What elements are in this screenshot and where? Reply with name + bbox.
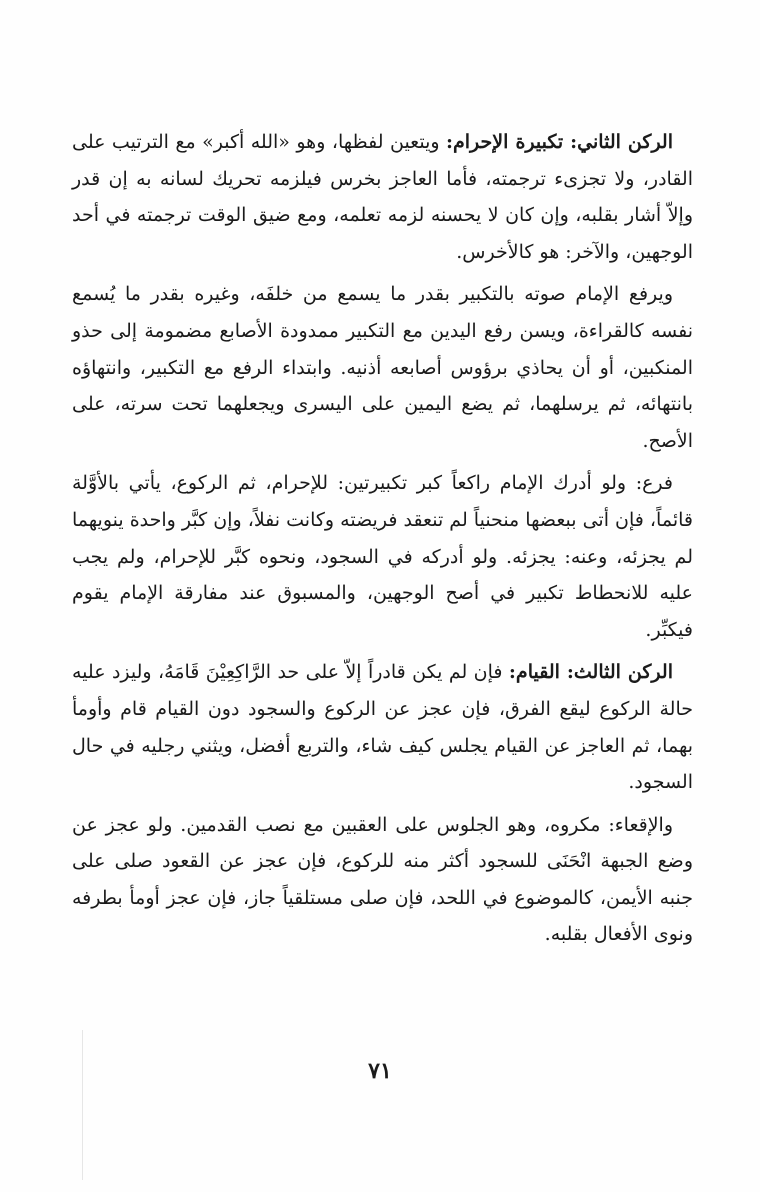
section-heading-takbir: الركن الثاني: تكبيرة الإحرام:	[446, 131, 673, 153]
scan-margin-line	[82, 1030, 83, 1180]
paragraph-text: فإن لم يكن قادراً إلاّ على حد الرَّاكِعِيْنَ قَامَهُ، وليزد عليه حالة الركوع ليقع الفرق، فإن عجز عن الركوع والسجود دون القيام قام وأومأ بهما، ثم العاجز عن القيام يجلس كيف شاء، والتربع أفضل، ويثني رجليه في حال السجود.	[72, 661, 693, 794]
paragraph-raising-voice	[72, 276, 693, 459]
section-heading-qiyam: الركن الثالث: القيام:	[508, 661, 673, 684]
body-text	[72, 124, 693, 959]
page-number: ٧١	[368, 1058, 392, 1084]
paragraph-text: ويرفع الإمام صوته بالتكبير بقدر ما يسمع من خلفَه، وغيره بقدر ما يُسمع نفسه كالقراءة، ويسن رفع اليدين مع التكبير ممدودة الأصابع مضمومة إلى حذو المنكبين، أو أن يحاذي برؤوس أصابعه أذنيه. وابتداء الرفع مع التكبير، وانتهاؤه بانتهائه، ثم يرسلهما، ثم يضع اليمين على اليسرى ويجعلهما تحت سرته، على الأصح.	[72, 283, 693, 452]
paragraph-text: ويتعين لفظها، وهو «الله أكبر» مع الترتيب على القادر، ولا تجزىء ترجمته، فأما العاجز بخرس فيلزمه تحريك لسانه به إن قدر وإلاّ أشار بقلبه، وإن كان لا يحسنه لزمه تعلمه، ومع ضيق الوقت ترجمته في أحد الوجهين، والآخر: هو كالأخرس.	[72, 131, 693, 263]
paragraph-takbir	[72, 124, 693, 270]
paragraph-iqaa	[72, 807, 693, 953]
paragraph-qiyam	[72, 654, 693, 800]
paragraph-text: فرع: ولو أدرك الإمام راكعاً كبر تكبيرتين: للإحرام، ثم الركوع، يأتي بالأوَّلة قائماً، فإن أتى ببعضها منحنياً لم تنعقد فريضته وكانت نفلاً، وإن كبَّر واحدة ينويهما لم يجزئه، وعنه: يجزئه. ولو أدركه في السجود، ونحوه كبَّر للإحرام، ولم يجب عليه للانحطاط تكبير في أصح الوجهين، والمسبوق عند مفارقة الإمام يقوم فيكبِّر.	[72, 472, 693, 641]
paragraph-branch	[72, 465, 693, 648]
paragraph-text: والإقعاء: مكروه، وهو الجلوس على العقبين مع نصب القدمين. ولو عجز عن وضع الجبهة انْحَنَى للسجود أكثر منه للركوع، فإن عجز عن القعود صلى على جنبه الأيمن، كالموضوع في اللحد، فإن صلى مستلقياً جاز، فإن عجز أومأ بطرفه ونوى الأفعال بقلبه.	[72, 813, 693, 946]
